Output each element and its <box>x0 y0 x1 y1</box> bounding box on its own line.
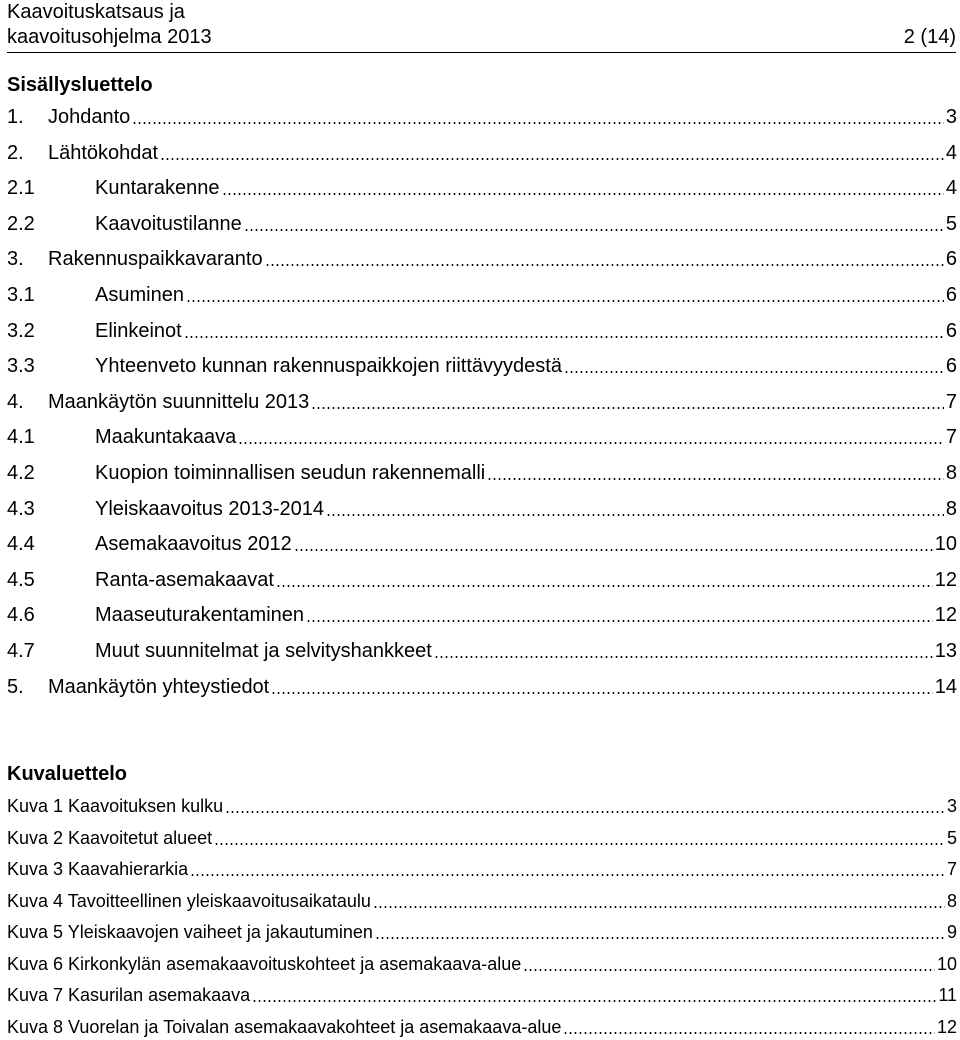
toc-entry-title: Kuntarakenne <box>95 177 220 199</box>
toc-entry-title: Yleiskaavoitus 2013-2014 <box>95 498 325 520</box>
figure-entry-page: 3 <box>946 796 957 816</box>
toc-entry-page: 12 <box>934 604 957 626</box>
dot-leader <box>190 874 945 876</box>
toc-entry-page: 14 <box>934 676 957 698</box>
figures-heading: Kuvaluettelo <box>7 763 128 785</box>
dot-leader <box>244 229 944 231</box>
toc-entry-number: 4.6 <box>7 604 35 626</box>
toc-entry[interactable] <box>7 496 957 522</box>
toc-entry[interactable] <box>7 211 957 237</box>
figure-entry[interactable] <box>7 951 957 977</box>
toc-entry[interactable] <box>7 460 957 486</box>
toc-entry[interactable] <box>7 567 957 593</box>
header-title-line-2: kaavoitusohjelma 2013 <box>7 26 212 48</box>
toc-entry[interactable] <box>7 424 957 450</box>
dot-leader <box>306 620 933 622</box>
figure-entry-page: 12 <box>936 1017 957 1037</box>
dot-leader <box>276 585 933 587</box>
figure-entry-title: Kuva 7 Kasurilan asemakaava <box>7 985 251 1005</box>
dot-leader <box>487 478 944 480</box>
toc-entry-page: 12 <box>934 569 957 591</box>
figure-entry-title: Kuva 1 Kaavoituksen kulku <box>7 796 224 816</box>
toc-entry-page: 13 <box>934 640 957 662</box>
toc-entry-number: 2.1 <box>7 177 35 199</box>
toc-entry-number: 2.2 <box>7 213 35 235</box>
toc-entry-number: 4.5 <box>7 569 35 591</box>
toc-entry-number: 4.3 <box>7 498 35 520</box>
toc-entry-number: 4.2 <box>7 462 35 484</box>
toc-entry-title: Asuminen <box>95 284 184 306</box>
dot-leader <box>294 549 933 551</box>
toc-entry-title: Yhteenveto kunnan rakennuspaikkojen riittävyydestä <box>95 355 562 377</box>
figure-entry-page: 10 <box>936 954 957 974</box>
toc-entry-page: 7 <box>945 426 957 448</box>
figure-entry[interactable] <box>7 919 957 945</box>
toc-entry-page: 6 <box>945 284 957 306</box>
toc-entry-title: Maakuntakaava <box>95 426 237 448</box>
figure-entry-title: Kuva 6 Kirkonkylän asemakaavoituskohteet ja asemakaava-alue <box>7 954 522 974</box>
dot-leader <box>375 937 945 939</box>
toc-entry-page: 4 <box>945 142 957 164</box>
toc-entry-title: Asemakaavoitus 2012 <box>95 533 292 555</box>
toc-entry[interactable] <box>7 104 957 130</box>
dot-leader <box>184 336 944 338</box>
toc-entry-title: Maankäytön yhteystiedot <box>48 676 270 698</box>
toc-entry-page: 3 <box>945 106 957 128</box>
dot-leader <box>373 906 945 908</box>
dot-leader <box>222 193 944 195</box>
toc-entry-number: 3.1 <box>7 284 35 306</box>
page-indicator: 2 (14) <box>903 26 956 48</box>
toc-entry-page: 5 <box>945 213 957 235</box>
toc-heading: Sisällysluettelo <box>7 74 153 96</box>
dot-leader <box>160 158 944 160</box>
dot-leader <box>434 656 933 658</box>
figure-entry-title: Kuva 5 Yleiskaavojen vaiheet ja jakautuminen <box>7 922 373 942</box>
figure-entry-title: Kuva 3 Kaavahierarkia <box>7 859 189 879</box>
toc-entry-title: Maaseuturakentaminen <box>95 604 305 626</box>
toc-entry-number: 4.7 <box>7 640 35 662</box>
document-header <box>7 0 956 50</box>
figure-entry[interactable] <box>7 825 957 851</box>
toc-entry-title: Muut suunnitelmat ja selvityshankkeet <box>95 640 432 662</box>
toc-entry-page: 4 <box>945 177 957 199</box>
dot-leader <box>311 407 944 409</box>
toc-entry[interactable] <box>7 531 957 557</box>
toc-entry[interactable] <box>7 638 957 664</box>
toc-entry-page: 6 <box>945 248 957 270</box>
toc-entry-number: 5. <box>7 676 24 698</box>
toc-entry-number: 4.1 <box>7 426 35 448</box>
dot-leader <box>238 442 944 444</box>
toc-entry-title: Rakennuspaikkavaranto <box>48 248 263 270</box>
figure-entry-title: Kuva 2 Kaavoitetut alueet <box>7 828 213 848</box>
dot-leader <box>252 1000 936 1002</box>
toc-entry-title: Elinkeinot <box>95 320 182 342</box>
toc-entry-page: 6 <box>945 355 957 377</box>
figure-entry[interactable] <box>7 793 957 819</box>
dot-leader <box>265 264 944 266</box>
toc-entry[interactable] <box>7 246 957 272</box>
toc-entry-title: Ranta-asemakaavat <box>95 569 274 591</box>
dot-leader <box>225 811 945 813</box>
toc-entry-page: 8 <box>945 462 957 484</box>
toc-entry-number: 4. <box>7 391 24 413</box>
toc-entry-page: 6 <box>945 320 957 342</box>
figure-entry[interactable] <box>7 856 957 882</box>
toc-entry-title: Kaavoitustilanne <box>95 213 242 235</box>
toc-entry-number: 3. <box>7 248 24 270</box>
figure-entry-page: 8 <box>946 891 957 911</box>
toc-entry[interactable] <box>7 282 957 308</box>
toc-entry[interactable] <box>7 140 957 166</box>
figure-entry-page: 9 <box>946 922 957 942</box>
dot-leader <box>523 969 935 971</box>
toc-entry-number: 3.2 <box>7 320 35 342</box>
figure-entry-page: 5 <box>946 828 957 848</box>
header-title-line-1: Kaavoituskatsaus ja <box>7 1 185 23</box>
toc-entry-number: 2. <box>7 142 24 164</box>
toc-entry-number: 3.3 <box>7 355 35 377</box>
figure-entry-title: Kuva 4 Tavoitteellinen yleiskaavoitusaikataulu <box>7 891 371 911</box>
toc-entry[interactable] <box>7 175 957 201</box>
toc-entry-page: 8 <box>945 498 957 520</box>
toc-entry-number: 1. <box>7 106 24 128</box>
toc-entry-title: Maankäytön suunnittelu 2013 <box>48 391 310 413</box>
toc-entry-title: Lähtökohdat <box>48 142 159 164</box>
toc-entry-number: 4.4 <box>7 533 35 555</box>
dot-leader <box>186 300 944 302</box>
toc-entry[interactable] <box>7 353 957 379</box>
dot-leader <box>271 692 933 694</box>
dot-leader <box>326 514 944 516</box>
dot-leader <box>563 1032 935 1034</box>
toc-entry[interactable] <box>7 318 957 344</box>
dot-leader <box>564 371 944 373</box>
figure-entry-title: Kuva 8 Vuorelan ja Toivalan asemakaavakohteet ja asemakaava-alue <box>7 1017 562 1037</box>
toc-entry-title: Johdanto <box>48 106 131 128</box>
figure-entry-page: 7 <box>946 859 957 879</box>
figure-entry-page: 11 <box>938 985 957 1005</box>
toc-entry[interactable] <box>7 389 957 415</box>
toc-entry-page: 10 <box>934 533 957 555</box>
toc-entry-page: 7 <box>945 391 957 413</box>
figure-entry[interactable] <box>7 982 957 1008</box>
figure-entry[interactable] <box>7 1014 957 1040</box>
toc-entry-title: Kuopion toiminnallisen seudun rakennemalli <box>95 462 486 484</box>
dot-leader <box>132 122 944 124</box>
toc-entry[interactable] <box>7 674 957 700</box>
dot-leader <box>214 843 945 845</box>
header-divider <box>7 52 956 53</box>
toc-entry[interactable] <box>7 602 957 628</box>
figure-entry[interactable] <box>7 888 957 914</box>
